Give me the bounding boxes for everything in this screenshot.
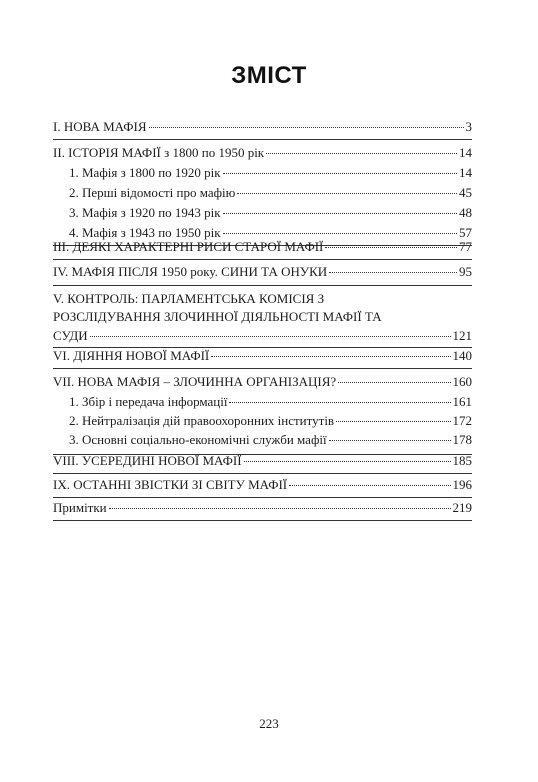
toc-entry[interactable] bbox=[53, 116, 472, 138]
toc-entry-page: 160 bbox=[452, 374, 472, 389]
toc-subentry-page: 161 bbox=[452, 394, 472, 409]
toc-subentry[interactable] bbox=[53, 202, 472, 224]
leader-dots bbox=[223, 213, 457, 214]
toc-entry-title: I. НОВА МАФІЯ bbox=[53, 119, 147, 134]
toc-entry-title-line: СУДИ bbox=[53, 328, 88, 343]
leader-dots bbox=[266, 153, 457, 154]
toc-subentry-page: 48 bbox=[459, 205, 472, 220]
leader-dots bbox=[338, 382, 450, 383]
toc-subentry-title: 3. Мафія з 1920 по 1943 рік bbox=[69, 205, 221, 220]
toc-entry[interactable] bbox=[53, 236, 472, 258]
toc-entry[interactable] bbox=[53, 371, 472, 393]
divider bbox=[53, 259, 472, 260]
toc-subentry[interactable] bbox=[53, 182, 472, 204]
toc-entry-title: III. ДЕЯКІ ХАРАКТЕРНІ РИСИ СТАРОЇ МАФІЇ bbox=[53, 239, 324, 254]
toc-entry[interactable] bbox=[53, 261, 472, 283]
toc-entry[interactable] bbox=[53, 474, 472, 496]
toc-entry-page: 196 bbox=[452, 477, 472, 492]
toc-subentry-title: 3. Основні соціально-економічні служби мафії bbox=[69, 432, 327, 447]
toc-entry-title: VII. НОВА МАФІЯ – ЗЛОЧИННА ОРГАНІЗАЦІЯ? bbox=[53, 374, 337, 389]
leader-dots bbox=[149, 127, 464, 128]
leader-dots bbox=[211, 356, 450, 357]
leader-dots bbox=[223, 233, 457, 234]
toc-entry-title-line: V. КОНТРОЛЬ: ПАРЛАМЕНТСЬКА КОМІСІЯ З bbox=[53, 291, 325, 306]
leader-dots bbox=[289, 485, 450, 486]
toc-entry-page: 14 bbox=[459, 145, 472, 160]
toc-entry-title-line: РОЗСЛІДУВАННЯ ЗЛОЧИННОЇ ДІЯЛЬНОСТІ МАФІЇ ТА bbox=[53, 309, 382, 324]
leader-dots bbox=[325, 247, 457, 248]
toc-entry-page: 77 bbox=[459, 239, 472, 254]
toc-subentry-title: 4. Мафія з 1943 по 1950 рік bbox=[69, 225, 221, 240]
toc-entry-page: 140 bbox=[452, 348, 472, 363]
toc-subentry-page: 178 bbox=[452, 432, 472, 447]
toc-entry[interactable] bbox=[53, 497, 472, 519]
toc-subentry-page: 172 bbox=[452, 413, 472, 428]
toc-entry-title: VIII. УСЕРЕДИНІ НОВОЇ МАФІЇ bbox=[53, 453, 242, 468]
page-number: 223 bbox=[259, 716, 279, 731]
toc-entry-page: 219 bbox=[452, 500, 472, 515]
leader-dots bbox=[109, 508, 451, 509]
leader-dots bbox=[336, 421, 450, 422]
toc-entry[interactable] bbox=[53, 345, 472, 367]
toc-subentry[interactable] bbox=[53, 162, 472, 184]
toc-entry-page: 121 bbox=[452, 328, 472, 343]
toc-entry-title: IX. ОСТАННІ ЗВІСТКИ ЗІ СВІТУ МАФІЇ bbox=[53, 477, 288, 492]
toc-entry-title: II. ІСТОРІЯ МАФІЇ з 1800 по 1950 рік bbox=[53, 145, 265, 160]
toc-subentry-page: 57 bbox=[459, 225, 472, 240]
divider bbox=[53, 520, 472, 521]
toc-entry[interactable] bbox=[53, 142, 472, 164]
leader-dots bbox=[329, 440, 451, 441]
leader-dots bbox=[229, 402, 450, 403]
divider bbox=[53, 139, 472, 140]
toc-entry[interactable] bbox=[53, 450, 472, 472]
divider bbox=[53, 368, 472, 369]
leader-dots bbox=[329, 272, 457, 273]
toc-subentry-title: 1. Мафія з 1800 по 1920 рік bbox=[69, 165, 221, 180]
leader-dots bbox=[237, 193, 457, 194]
toc-entry-title: VI. ДІЯННЯ НОВОЇ МАФІЇ bbox=[53, 348, 210, 363]
page-title: ЗМІСТ bbox=[231, 62, 307, 89]
toc-entry-title: IV. МАФІЯ ПІСЛЯ 1950 року. СИНИ ТА ОНУКИ bbox=[53, 264, 328, 279]
toc-subentry-title: 1. Збір і передача інформації bbox=[69, 394, 228, 409]
toc-subentry-page: 45 bbox=[459, 185, 472, 200]
divider bbox=[53, 285, 472, 286]
toc-entry-title: Примітки bbox=[53, 500, 107, 515]
toc-subentry-page: 14 bbox=[459, 165, 472, 180]
leader-dots bbox=[223, 173, 457, 174]
leader-dots bbox=[244, 461, 451, 462]
toc-entry-page: 3 bbox=[465, 119, 472, 134]
toc-subentry-title: 2. Нейтралізація дій правоохоронних інститутів bbox=[69, 413, 335, 428]
leader-dots bbox=[90, 336, 451, 337]
toc-entry-page: 185 bbox=[452, 453, 472, 468]
toc-subentry-title: 2. Перші відомості про мафію bbox=[69, 185, 236, 200]
toc-subentry[interactable] bbox=[53, 429, 472, 451]
toc-entry-page: 95 bbox=[459, 264, 472, 279]
